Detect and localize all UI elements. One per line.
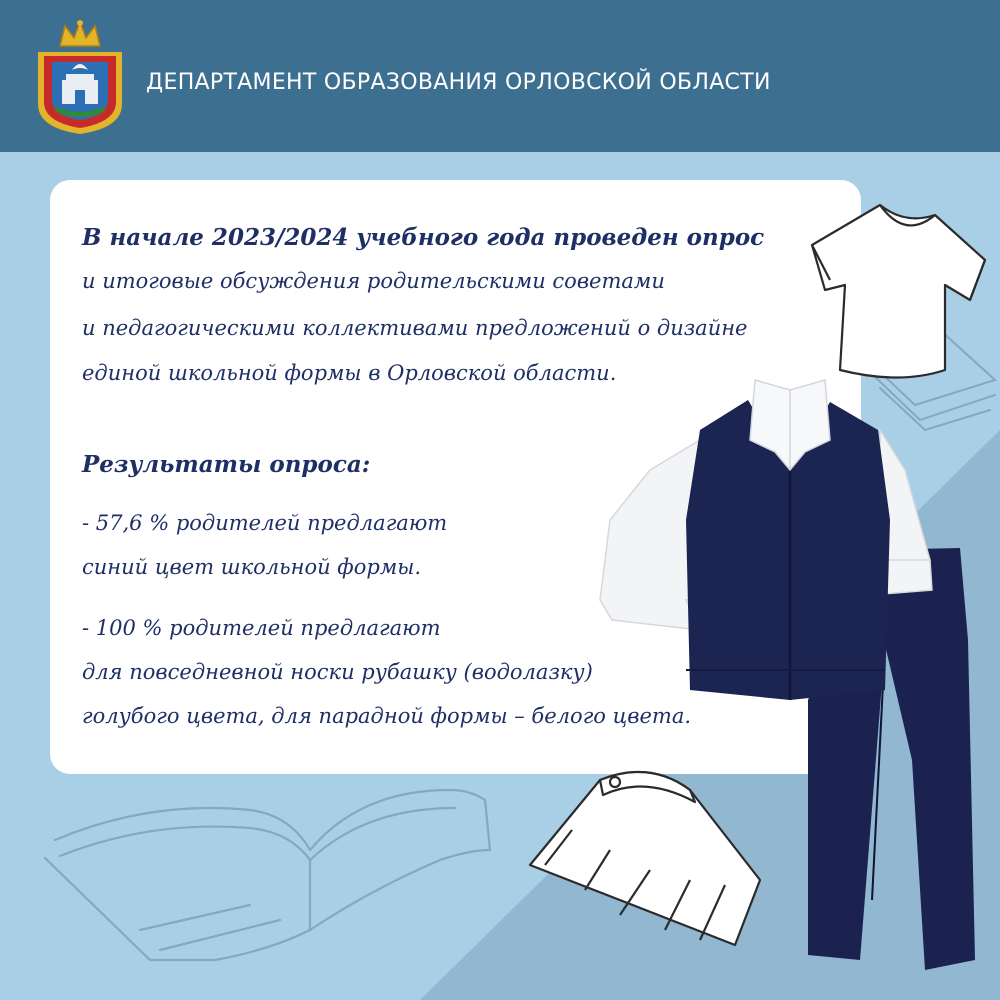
header-bar	[0, 0, 1000, 152]
intro-line-3: и педагогическими коллективами предложений о дизайне	[82, 316, 748, 340]
result-1-line-2: синий цвет школьной формы.	[82, 555, 422, 579]
intro-line-2: и итоговые обсуждения родительскими советами	[82, 269, 665, 293]
header-title: ДЕПАРТАМЕНТ ОБРАЗОВАНИЯ ОРЛОВСКОЙ ОБЛАСТИ	[146, 70, 771, 95]
result-2-line-3: голубого цвета, для парадной формы – белого цвета.	[82, 704, 692, 728]
book-icon	[862, 330, 995, 430]
intro-line-4: единой школьной формы в Орловской области.	[82, 361, 617, 385]
result-2-line-2: для повседневной носки рубашку (водолазку)	[82, 660, 593, 684]
result-1-line-1: - 57,6 % родителей предлагают	[82, 511, 448, 535]
coat-of-arms-icon	[32, 18, 128, 136]
result-2-line-1: - 100 % родителей предлагают	[82, 616, 441, 640]
open-book-icon	[45, 790, 490, 960]
results-heading: Результаты опроса:	[82, 451, 371, 478]
intro-line-1: В начале 2023/2024 учебного года проведен опрос	[82, 224, 765, 251]
